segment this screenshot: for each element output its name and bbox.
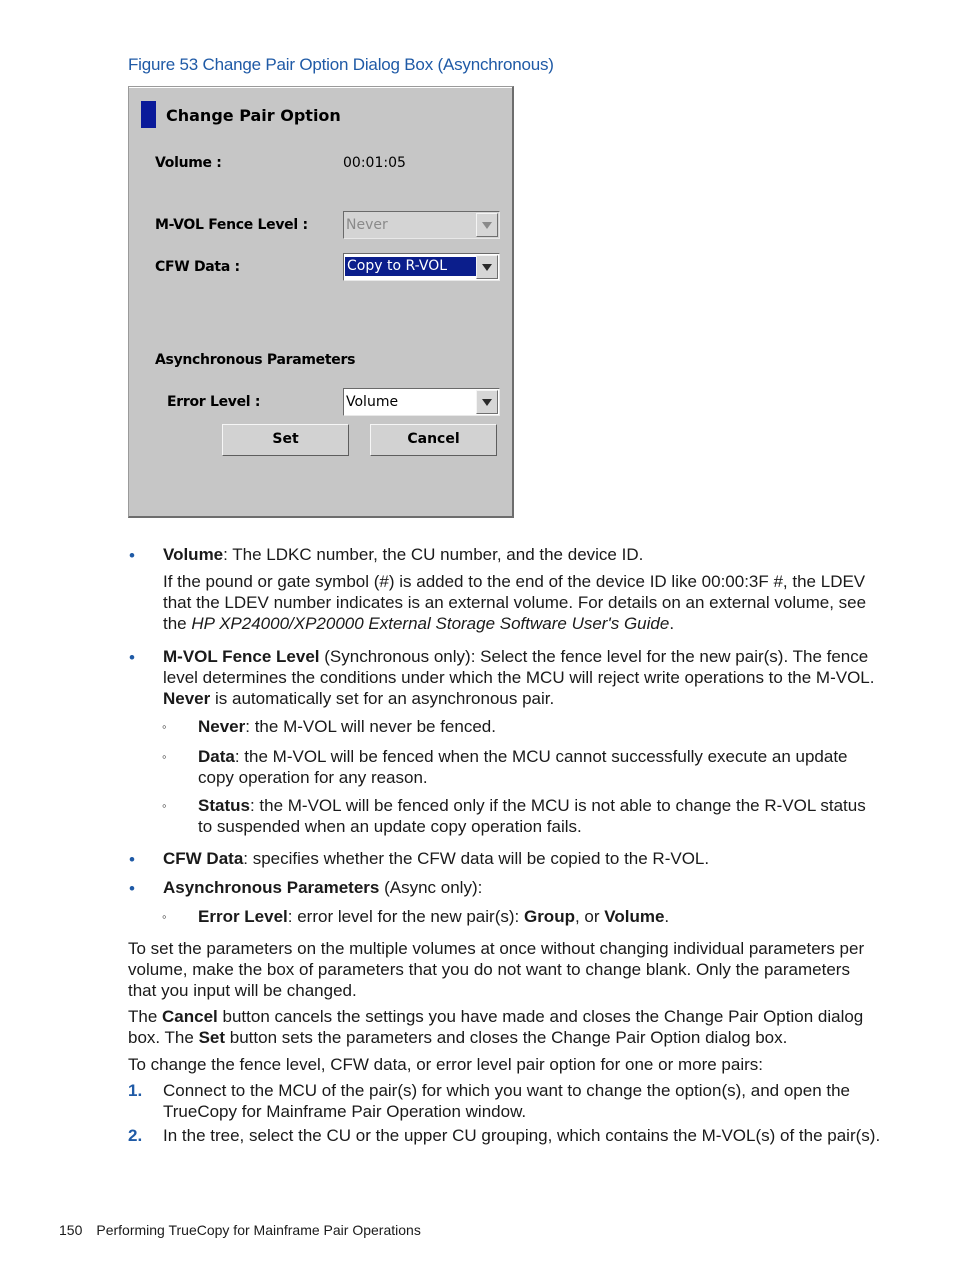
- sub-bullet-icon: ◦: [162, 749, 167, 764]
- fence-level-value: Never: [346, 217, 388, 233]
- buttons-paragraph: The Cancel button cancels the settings you have made and closes the Change Pair Option dialog box. The Set button sets the parameters and closes the Change Pair Option dialog box.: [128, 1007, 864, 1047]
- error-level-value: Volume: [346, 394, 399, 410]
- guide-title: HP XP24000/XP20000 External Storage Software User's Guide: [191, 614, 670, 633]
- async-params-header: Asynchronous Parameters: [155, 352, 356, 368]
- volume-note: If the pound or gate symbol (#) is added to the end of the device ID like 00:00:3F #, the LDEV that the LDEV number indicates is an external volume. For details on an external volume, see the HP XP24000/XP20000 External Storage Software User's Guide.: [163, 572, 867, 633]
- error-level-label: Error Level :: [167, 394, 261, 410]
- cfw-data-select[interactable]: [343, 253, 500, 281]
- sub-bullet-icon: ◦: [162, 798, 167, 813]
- page-footer: [59, 1222, 421, 1238]
- error-level-select[interactable]: [343, 388, 500, 416]
- bullet-icon: •: [129, 850, 135, 869]
- fence-level-label: M-VOL Fence Level :: [155, 217, 308, 233]
- async-params-description: Asynchronous Parameters (Async only):: [163, 878, 483, 897]
- set-button[interactable]: Set: [222, 424, 349, 456]
- fence-status-item: Status: the M-VOL will be fenced only if the MCU is not able to change the R-VOL status to suspended when an update copy operation fails.: [198, 796, 866, 836]
- cancel-button[interactable]: Cancel: [370, 424, 497, 456]
- bullet-icon: •: [129, 879, 135, 898]
- error-level-item: Error Level: error level for the new pair(s): Group, or Volume.: [198, 907, 670, 926]
- page-number: 150: [59, 1222, 83, 1238]
- volume-description: Volume: The LDKC number, the CU number, and the device ID.: [163, 545, 644, 564]
- step-number: 2.: [128, 1126, 143, 1145]
- fence-data-item: Data: the M-VOL will be fenced when the MCU cannot successfully execute an update copy operation for any reason.: [198, 747, 848, 787]
- procedure-intro: To change the fence level, CFW data, or error level pair option for one or more pairs:: [128, 1055, 763, 1074]
- dialog-top-highlight: [129, 87, 512, 88]
- step-2-text: In the tree, select the CU or the upper CU grouping, which contains the M-VOL(s) of the pair(s).: [163, 1126, 881, 1145]
- fence-never-item: Never: the M-VOL will never be fenced.: [198, 717, 496, 736]
- volume-value: 00:01:05: [343, 155, 406, 171]
- fence-level-select[interactable]: [343, 211, 500, 239]
- figure-caption: Figure 53 Change Pair Option Dialog Box (Asynchronous): [128, 55, 554, 74]
- bullet-icon: •: [129, 648, 135, 667]
- cfw-data-value: Copy to R-VOL: [345, 257, 477, 276]
- fence-level-description: M-VOL Fence Level (Synchronous only): Select the fence level for the new pair(s). The fence level determines the conditions under which the MCU will reject write operations to the M-VOL. Never is automatically set for an asynchronous pair.: [163, 647, 875, 708]
- section-title: Performing TrueCopy for Mainframe Pair Operations: [96, 1222, 421, 1238]
- dropdown-arrow-icon[interactable]: [476, 255, 498, 279]
- step-1-text: Connect to the MCU of the pair(s) for which you want to change the option(s), and open the TrueCopy for Mainframe Pair Operation window.: [163, 1081, 850, 1121]
- dialog-title: Change Pair Option: [166, 106, 341, 125]
- dropdown-arrow-icon[interactable]: [476, 390, 498, 414]
- change-pair-option-dialog: [128, 86, 514, 518]
- cfw-data-description: CFW Data: specifies whether the CFW data will be copied to the R-VOL.: [163, 849, 710, 868]
- cfw-data-label: CFW Data :: [155, 259, 240, 275]
- title-marker-icon: [141, 101, 156, 128]
- volume-label: Volume :: [155, 155, 222, 171]
- step-number: 1.: [128, 1081, 143, 1100]
- sub-bullet-icon: ◦: [162, 719, 167, 734]
- multi-volume-paragraph: To set the parameters on the multiple volumes at once without changing individual parameters per volume, make the box of parameters that you do not want to change blank. Only the parameters that you input will be changed.: [128, 939, 865, 1000]
- dropdown-arrow-icon[interactable]: [476, 213, 498, 237]
- bullet-icon: •: [129, 546, 135, 565]
- sub-bullet-icon: ◦: [162, 909, 167, 924]
